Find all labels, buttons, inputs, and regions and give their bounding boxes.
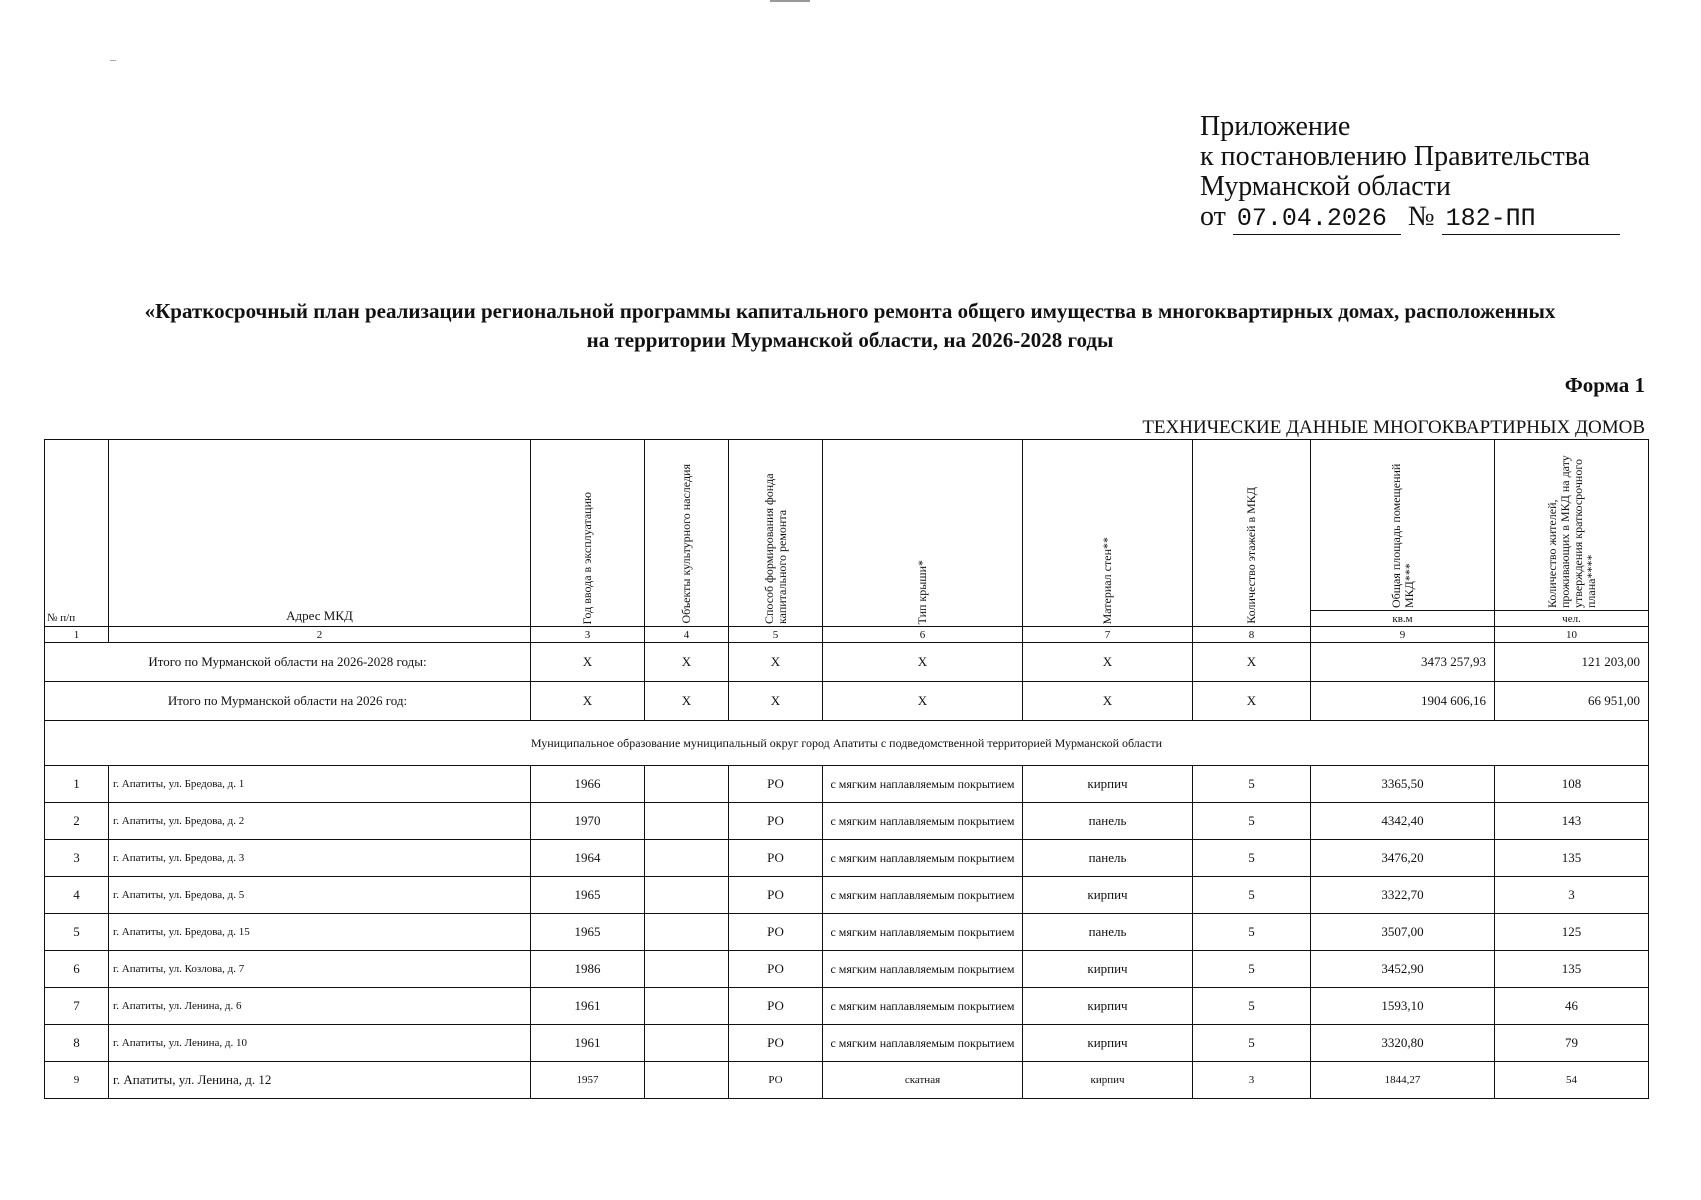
row-residents: 46: [1495, 988, 1649, 1025]
col-number: 3: [531, 627, 645, 643]
title-line-2: на территории Мурманской области, на 2026-2028 годы: [586, 328, 1114, 352]
row-roof: скатная: [823, 1062, 1023, 1099]
table-row: [45, 914, 1649, 951]
row-roof: с мягким наплавляемым покрытием: [823, 1025, 1023, 1062]
col-area-label: Общая площадь помещений МКД***: [1388, 463, 1416, 608]
row-heritage: [645, 988, 729, 1025]
title-line-1: «Краткосрочный план реализации региональной программы капитального ремонта общего имущества в многоквартирных домах, расположенных: [144, 299, 1556, 323]
row-heritage: [645, 1025, 729, 1062]
row-area: 3365,50: [1311, 766, 1495, 803]
area-unit: кв.м: [1311, 611, 1495, 627]
row-no: 6: [45, 951, 109, 988]
col-roof-header: [823, 440, 1023, 627]
row-walls: кирпич: [1023, 877, 1193, 914]
col-number: 5: [729, 627, 823, 643]
row-address: г. Апатиты, ул. Ленина, д. 10: [109, 1025, 531, 1062]
row-fund: РО: [729, 1025, 823, 1062]
row-heritage: [645, 914, 729, 951]
row-address: г. Апатиты, ул. Ленина, д. 6: [109, 988, 531, 1025]
row-walls: панель: [1023, 803, 1193, 840]
row-year: 1961: [531, 1025, 645, 1062]
row-roof: с мягким наплавляемым покрытием: [823, 840, 1023, 877]
row-roof: с мягким наплавляемым покрытием: [823, 951, 1023, 988]
row-floors: 3: [1193, 1062, 1311, 1099]
total-x: X: [823, 682, 1023, 721]
table-row: [45, 988, 1649, 1025]
document-title: [40, 297, 1660, 355]
row-floors: 5: [1193, 951, 1311, 988]
row-residents: 135: [1495, 951, 1649, 988]
total-x: X: [1193, 682, 1311, 721]
row-residents: 135: [1495, 840, 1649, 877]
total-area: 1904 606,16: [1311, 682, 1495, 721]
total-x: X: [823, 643, 1023, 682]
col-heritage-header: [645, 440, 729, 627]
row-address: г. Апатиты, ул. Бредова, д. 15: [109, 914, 531, 951]
header-row: [45, 440, 1649, 611]
total-label: Итого по Мурманской области на 2026 год:: [45, 682, 531, 721]
row-residents: 143: [1495, 803, 1649, 840]
col-residents-label: Количество жителей, проживающих в МКД на дату утверждения краткосрочного плана****: [1544, 455, 1598, 608]
municipality-name: Муниципальное образование муниципальный округ город Апатиты с подведомственной территорией Мурманской области: [45, 721, 1649, 766]
total-row-2026-2028: [45, 643, 1649, 682]
row-area: 1593,10: [1311, 988, 1495, 1025]
row-area: 3322,70: [1311, 877, 1495, 914]
row-no: 3: [45, 840, 109, 877]
col-number: 7: [1023, 627, 1193, 643]
total-x: X: [729, 682, 823, 721]
appendix-date-line: [1200, 202, 1620, 235]
row-floors: 5: [1193, 877, 1311, 914]
municipality-row: [45, 721, 1649, 766]
row-year: 1966: [531, 766, 645, 803]
row-no: 8: [45, 1025, 109, 1062]
col-no-header: № п/п: [45, 440, 109, 627]
row-fund: РО: [729, 803, 823, 840]
row-year: 1986: [531, 951, 645, 988]
table-row: [45, 1025, 1649, 1062]
col-walls-header: [1023, 440, 1193, 627]
row-address: г. Апатиты, ул. Бредова, д. 1: [109, 766, 531, 803]
row-fund: РО: [729, 766, 823, 803]
appendix-line-1: Приложение: [1200, 111, 1351, 142]
row-fund: РО: [729, 951, 823, 988]
col-floors-header: [1193, 440, 1311, 627]
total-x: X: [531, 643, 645, 682]
row-heritage: [645, 803, 729, 840]
row-walls: кирпич: [1023, 1025, 1193, 1062]
row-year: 1964: [531, 840, 645, 877]
column-number-row: [45, 627, 1649, 643]
table-row: [45, 877, 1649, 914]
resolution-date: 07.04.2026: [1233, 204, 1401, 235]
col-number: 1: [45, 627, 109, 643]
technical-data-table: [44, 439, 1649, 1099]
total-x: X: [531, 682, 645, 721]
row-floors: 5: [1193, 766, 1311, 803]
table-row: [45, 840, 1649, 877]
row-fund: РО: [729, 1062, 823, 1099]
col-walls-label: Материал стен**: [1100, 536, 1114, 624]
house-rows: [45, 766, 1649, 1099]
col-residents-header: [1495, 440, 1649, 611]
row-heritage: [645, 877, 729, 914]
table-title: ТЕХНИЧЕСКИЕ ДАННЫЕ МНОГОКВАРТИРНЫХ ДОМОВ: [1142, 417, 1645, 438]
row-year: 1970: [531, 803, 645, 840]
row-fund: РО: [729, 877, 823, 914]
row-address: г. Апатиты, ул. Ленина, д. 12: [109, 1062, 531, 1099]
row-walls: панель: [1023, 840, 1193, 877]
row-no: 1: [45, 766, 109, 803]
appendix-line-2: к постановлению Правительства: [1200, 141, 1591, 172]
total-x: X: [1023, 643, 1193, 682]
row-roof: с мягким наплавляемым покрытием: [823, 914, 1023, 951]
appendix-line-3: Мурманской области: [1200, 171, 1451, 202]
row-year: 1961: [531, 988, 645, 1025]
row-roof: с мягким наплавляемым покрытием: [823, 877, 1023, 914]
row-fund: РО: [729, 840, 823, 877]
row-address: г. Апатиты, ул. Бредова, д. 3: [109, 840, 531, 877]
from-label: от: [1200, 201, 1226, 232]
row-area: 3476,20: [1311, 840, 1495, 877]
row-no: 9: [45, 1062, 109, 1099]
col-area-header: [1311, 440, 1495, 611]
row-floors: 5: [1193, 840, 1311, 877]
col-heritage-label: Объекты культурного наследия: [679, 464, 693, 624]
col-floors-label: Количество этажей в МКД: [1244, 487, 1258, 624]
total-x: X: [1023, 682, 1193, 721]
total-residents: 121 203,00: [1495, 643, 1649, 682]
row-year: 1965: [531, 877, 645, 914]
total-x: X: [645, 643, 729, 682]
col-year-label: Год ввода в эксплуатацию: [580, 491, 594, 624]
row-no: 5: [45, 914, 109, 951]
row-no: 2: [45, 803, 109, 840]
row-floors: 5: [1193, 914, 1311, 951]
resolution-number: 182-ПП: [1442, 204, 1620, 235]
total-x: X: [1193, 643, 1311, 682]
col-year-header: [531, 440, 645, 627]
row-walls: кирпич: [1023, 1062, 1193, 1099]
total-x: X: [645, 682, 729, 721]
number-label: №: [1407, 201, 1435, 232]
row-no: 7: [45, 988, 109, 1025]
table-row: [45, 1062, 1649, 1099]
col-number: 8: [1193, 627, 1311, 643]
row-no: 4: [45, 877, 109, 914]
col-number: 9: [1311, 627, 1495, 643]
row-residents: 3: [1495, 877, 1649, 914]
total-residents: 66 951,00: [1495, 682, 1649, 721]
row-address: г. Апатиты, ул. Бредова, д. 2: [109, 803, 531, 840]
col-fund-header: [729, 440, 823, 627]
scan-speck: [110, 60, 116, 61]
col-roof-label: Тип крыши*: [915, 559, 929, 624]
total-area: 3473 257,93: [1311, 643, 1495, 682]
row-year: 1957: [531, 1062, 645, 1099]
row-heritage: [645, 766, 729, 803]
row-heritage: [645, 1062, 729, 1099]
col-address-header: Адрес МКД: [109, 440, 531, 627]
table-row: [45, 951, 1649, 988]
row-floors: 5: [1193, 803, 1311, 840]
row-walls: панель: [1023, 914, 1193, 951]
row-heritage: [645, 951, 729, 988]
row-roof: с мягким наплавляемым покрытием: [823, 766, 1023, 803]
row-fund: РО: [729, 914, 823, 951]
row-area: 3507,00: [1311, 914, 1495, 951]
col-fund-label: Способ формирования фонда капитального ремонта: [761, 473, 789, 624]
row-residents: 125: [1495, 914, 1649, 951]
table-row: [45, 803, 1649, 840]
total-row-2026: [45, 682, 1649, 721]
form-label: Форма 1: [1564, 373, 1645, 397]
row-fund: РО: [729, 988, 823, 1025]
col-number: 6: [823, 627, 1023, 643]
col-number: 2: [109, 627, 531, 643]
row-year: 1965: [531, 914, 645, 951]
appendix-block: [1200, 112, 1620, 235]
total-label: Итого по Мурманской области на 2026-2028 годы:: [45, 643, 531, 682]
row-walls: кирпич: [1023, 988, 1193, 1025]
row-address: г. Апатиты, ул. Козлова, д. 7: [109, 951, 531, 988]
row-residents: 54: [1495, 1062, 1649, 1099]
row-walls: кирпич: [1023, 766, 1193, 803]
row-area: 3452,90: [1311, 951, 1495, 988]
row-residents: 79: [1495, 1025, 1649, 1062]
col-number: 10: [1495, 627, 1649, 643]
col-number: 4: [645, 627, 729, 643]
total-x: X: [729, 643, 823, 682]
row-roof: с мягким наплавляемым покрытием: [823, 988, 1023, 1025]
row-residents: 108: [1495, 766, 1649, 803]
row-area: 3320,80: [1311, 1025, 1495, 1062]
row-address: г. Апатиты, ул. Бредова, д. 5: [109, 877, 531, 914]
scan-mark: [770, 0, 810, 2]
residents-unit: чел.: [1495, 611, 1649, 627]
row-walls: кирпич: [1023, 951, 1193, 988]
row-heritage: [645, 840, 729, 877]
table-row: [45, 766, 1649, 803]
row-roof: с мягким наплавляемым покрытием: [823, 803, 1023, 840]
row-floors: 5: [1193, 1025, 1311, 1062]
row-area: 4342,40: [1311, 803, 1495, 840]
row-floors: 5: [1193, 988, 1311, 1025]
row-area: 1844,27: [1311, 1062, 1495, 1099]
